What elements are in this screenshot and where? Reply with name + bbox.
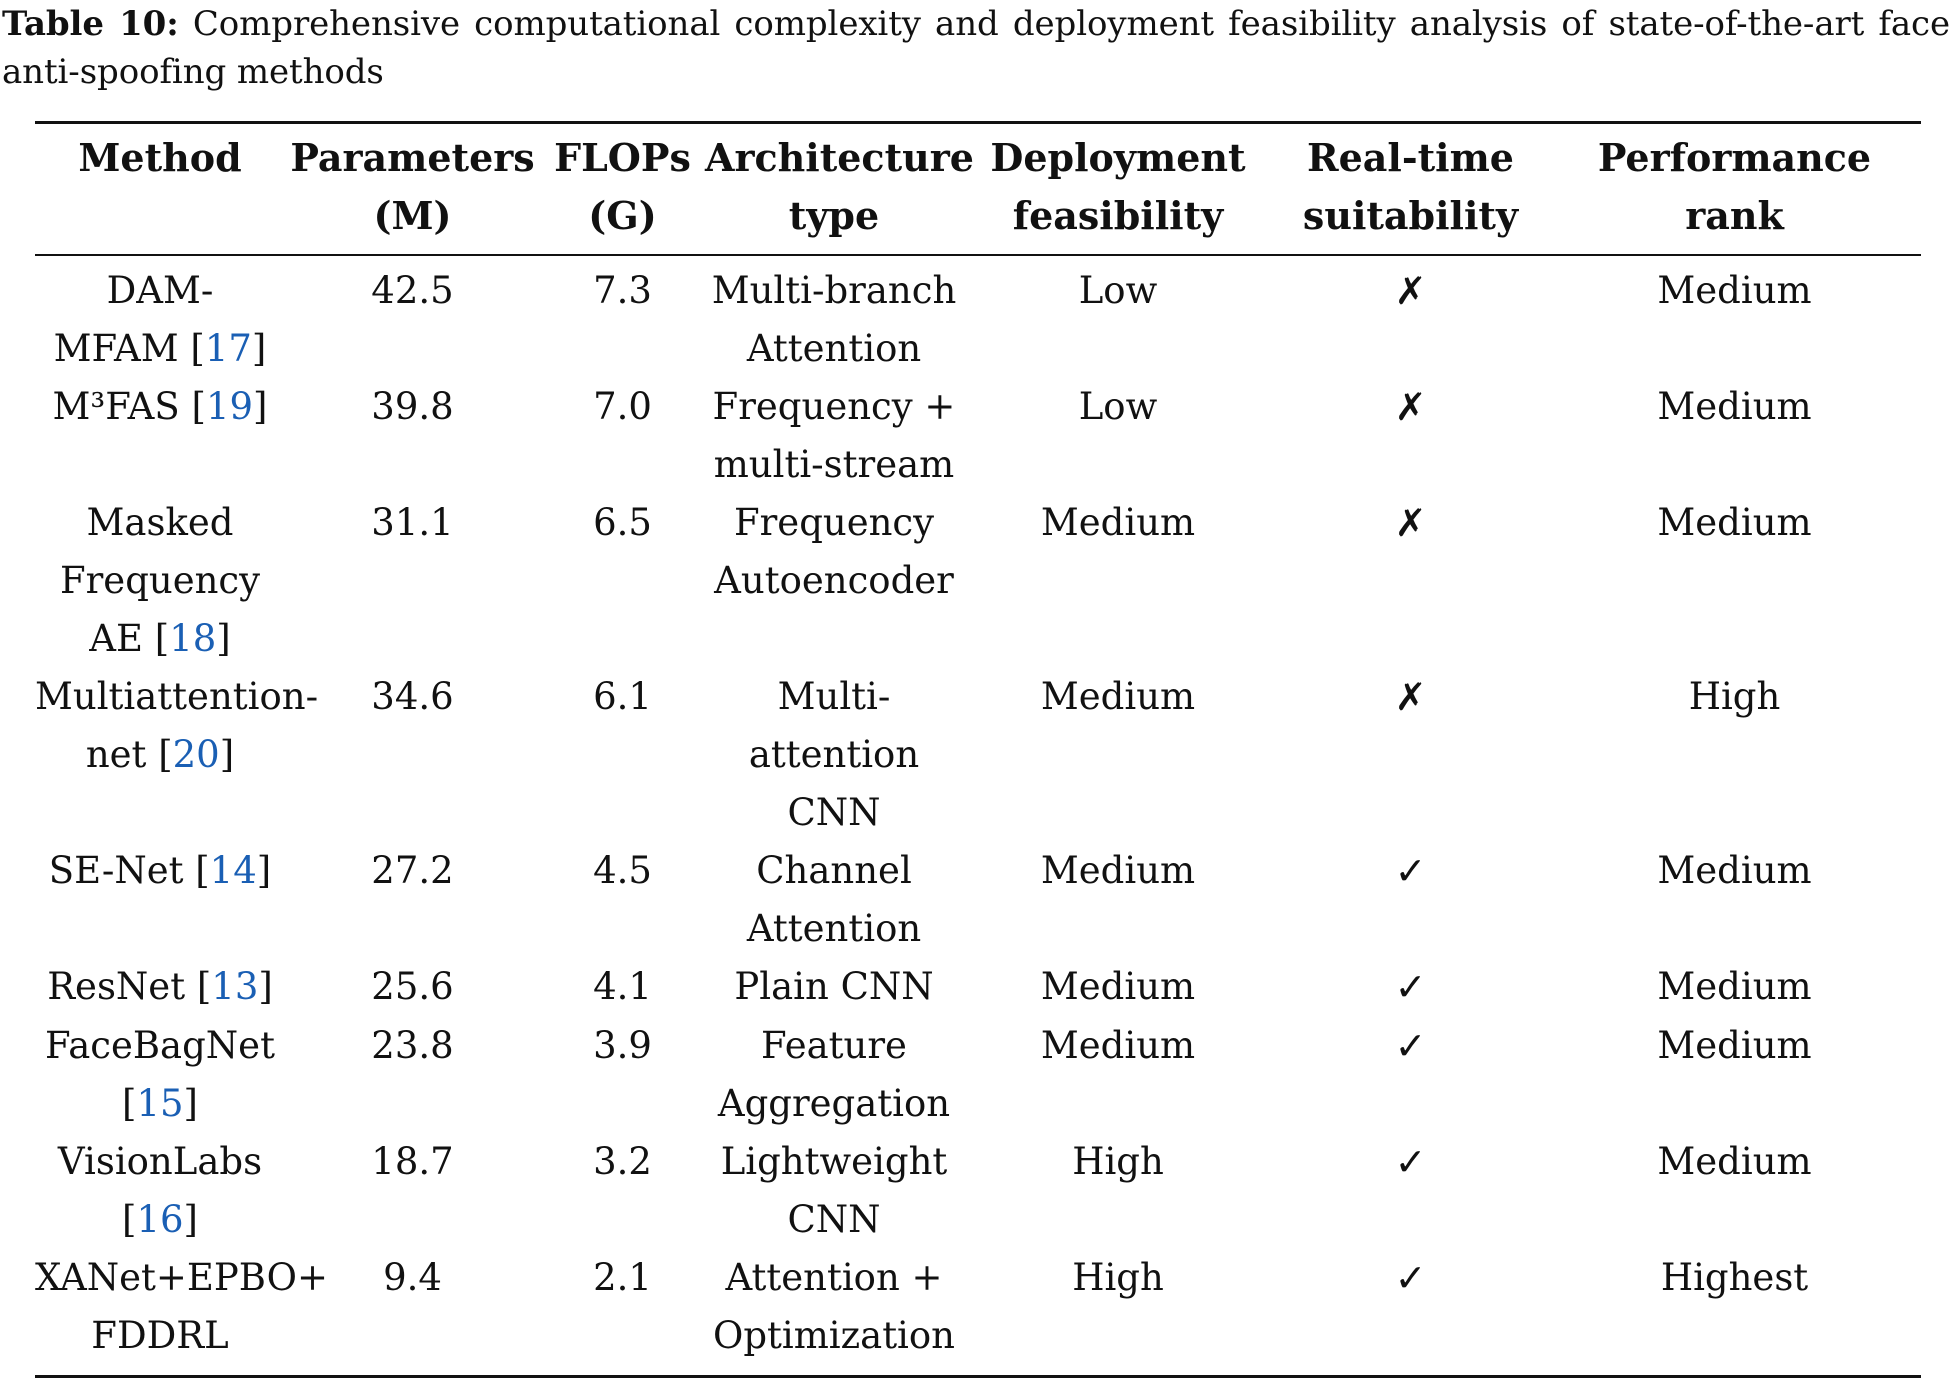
cell-performance: Highest bbox=[1660, 1256, 1809, 1299]
cell-deployment: Medium bbox=[1040, 1024, 1196, 1067]
cell-flops: 7.0 bbox=[593, 385, 652, 428]
cell-flops: 4.1 bbox=[593, 965, 652, 1008]
cell-parameters: 39.8 bbox=[371, 385, 454, 428]
cell-deployment: High bbox=[1072, 1140, 1164, 1183]
architecture-line: Multi- bbox=[777, 675, 891, 718]
citation-link[interactable]: 17 bbox=[204, 327, 252, 370]
cell-method bbox=[35, 254, 285, 378]
cell-architecture bbox=[705, 254, 963, 378]
architecture-line: Feature bbox=[761, 1024, 907, 1067]
cell-performance: Medium bbox=[1657, 849, 1812, 892]
check-icon: ✓ bbox=[1394, 849, 1427, 893]
cell-performance: Medium bbox=[1657, 385, 1812, 428]
method-line: M³FAS [19] bbox=[52, 385, 268, 428]
cross-icon: ✗ bbox=[1394, 269, 1427, 313]
cell-parameters: 25.6 bbox=[371, 965, 454, 1008]
cell-performance: Medium bbox=[1657, 1024, 1812, 1067]
cell-deployment: Medium bbox=[1040, 501, 1196, 544]
architecture-line: Frequency bbox=[733, 501, 935, 544]
method-line: AE [18] bbox=[89, 617, 231, 660]
cell-architecture bbox=[705, 1249, 963, 1365]
cell-flops: 3.2 bbox=[593, 1140, 652, 1183]
citation-link[interactable]: 19 bbox=[205, 385, 254, 428]
cell-parameters: 31.1 bbox=[371, 501, 454, 544]
check-icon: ✓ bbox=[1394, 1256, 1427, 1300]
cell-method bbox=[35, 1133, 285, 1249]
method-line: Multiattention- bbox=[35, 675, 319, 718]
caption-text: Comprehensive computational complexity and deployment feasibility analysis of state-of-the-art face anti-spoofing methods bbox=[2, 4, 1950, 92]
cell-parameters: 23.8 bbox=[371, 1024, 454, 1067]
citation-link[interactable]: 14 bbox=[209, 849, 257, 892]
header-architecture: Architecture type bbox=[705, 135, 974, 238]
cell-deployment: Medium bbox=[1040, 675, 1196, 718]
table-caption bbox=[2, 0, 1950, 96]
cell-architecture bbox=[705, 842, 963, 958]
citation-link[interactable]: 13 bbox=[211, 965, 259, 1008]
cell-deployment: Low bbox=[1078, 385, 1158, 428]
architecture-line: Plain CNN bbox=[734, 965, 934, 1008]
cell-performance: High bbox=[1688, 675, 1781, 718]
method-line: FDDRL bbox=[91, 1314, 229, 1357]
header-realtime: Real-time suitability bbox=[1302, 135, 1519, 238]
cell-architecture bbox=[705, 1133, 963, 1249]
table-row bbox=[35, 1133, 1921, 1249]
architecture-line: CNN bbox=[787, 791, 881, 834]
architecture-line: Attention + bbox=[725, 1256, 943, 1299]
architecture-line: CNN bbox=[787, 1198, 881, 1241]
architecture-line: Autoencoder bbox=[714, 559, 954, 602]
cell-deployment: Medium bbox=[1040, 849, 1196, 892]
top-rule bbox=[35, 121, 1921, 124]
cell-architecture bbox=[705, 494, 963, 668]
citation-link[interactable]: 20 bbox=[172, 733, 220, 776]
method-line: net [20] bbox=[85, 733, 235, 776]
cell-architecture bbox=[705, 958, 963, 1017]
cell-flops: 6.5 bbox=[593, 501, 652, 544]
method-line: XANet+EPBO+ bbox=[35, 1256, 329, 1299]
check-icon: ✓ bbox=[1394, 1140, 1427, 1184]
table-row bbox=[35, 378, 1921, 494]
cell-method bbox=[35, 378, 285, 494]
cell-realtime bbox=[1273, 254, 1548, 378]
header-row bbox=[35, 121, 1921, 254]
cell-method bbox=[35, 668, 319, 842]
architecture-line: Multi-branch bbox=[711, 269, 957, 312]
cell-flops: 6.1 bbox=[593, 675, 652, 718]
table-row bbox=[35, 254, 1921, 378]
cell-deployment: Low bbox=[1078, 269, 1158, 312]
table-row bbox=[35, 1249, 1921, 1365]
check-icon: ✓ bbox=[1394, 965, 1427, 1009]
architecture-line: Lightweight bbox=[720, 1140, 948, 1183]
table-row bbox=[35, 494, 1921, 668]
method-line: VisionLabs [16] bbox=[57, 1140, 263, 1241]
method-line: DAM- bbox=[106, 269, 214, 312]
cell-parameters: 18.7 bbox=[371, 1140, 454, 1183]
table-row bbox=[35, 1017, 1921, 1133]
architecture-line: Channel bbox=[756, 849, 912, 892]
method-line: Frequency bbox=[59, 559, 261, 602]
citation-link[interactable]: 18 bbox=[169, 617, 217, 660]
header-rule bbox=[35, 254, 1921, 256]
cell-realtime bbox=[1273, 668, 1548, 842]
cell-realtime bbox=[1273, 842, 1548, 958]
data-table bbox=[35, 121, 1921, 1365]
cell-parameters: 42.5 bbox=[371, 269, 454, 312]
cell-realtime bbox=[1273, 1249, 1548, 1365]
header-deployment: Deployment feasibility bbox=[990, 135, 1246, 238]
header-parameters: Parameters (M) bbox=[290, 135, 535, 238]
method-line: SE-Net [14] bbox=[48, 849, 272, 892]
architecture-line: Attention bbox=[746, 327, 922, 370]
architecture-line: Frequency + bbox=[712, 385, 956, 428]
table-body bbox=[35, 254, 1921, 1365]
cell-performance: Medium bbox=[1657, 269, 1812, 312]
cell-architecture bbox=[705, 378, 963, 494]
citation-link[interactable]: 15 bbox=[136, 1082, 184, 1125]
cell-performance: Medium bbox=[1657, 1140, 1812, 1183]
method-line: FaceBagNet [15] bbox=[45, 1024, 275, 1125]
method-line: ResNet [13] bbox=[47, 965, 273, 1008]
citation-link[interactable]: 16 bbox=[136, 1198, 184, 1241]
cell-method bbox=[35, 494, 285, 668]
cell-realtime bbox=[1273, 1133, 1548, 1249]
table-row bbox=[35, 842, 1921, 958]
architecture-line: multi-stream bbox=[713, 443, 955, 486]
cell-realtime bbox=[1273, 1017, 1548, 1133]
caption-label: Table 10: bbox=[2, 4, 179, 44]
cell-flops: 7.3 bbox=[593, 269, 652, 312]
cell-realtime bbox=[1273, 958, 1548, 1017]
method-line: MFAM [17] bbox=[53, 327, 267, 370]
table-row bbox=[35, 958, 1921, 1017]
cell-method bbox=[35, 1017, 285, 1133]
cell-method bbox=[35, 958, 285, 1017]
cell-realtime bbox=[1273, 378, 1548, 494]
cross-icon: ✗ bbox=[1394, 385, 1427, 429]
cell-deployment: Medium bbox=[1040, 965, 1196, 1008]
architecture-line: Optimization bbox=[713, 1314, 955, 1357]
cell-architecture bbox=[705, 668, 963, 842]
cell-parameters: 34.6 bbox=[371, 675, 454, 718]
header-performance: Performance rank bbox=[1597, 135, 1872, 238]
cell-flops: 3.9 bbox=[593, 1024, 652, 1067]
cell-flops: 4.5 bbox=[593, 849, 652, 892]
cell-architecture bbox=[705, 1017, 963, 1133]
architecture-line: attention bbox=[748, 733, 920, 776]
architecture-line: Aggregation bbox=[717, 1082, 951, 1125]
cross-icon: ✗ bbox=[1394, 501, 1427, 545]
cell-performance: Medium bbox=[1657, 501, 1812, 544]
table-row bbox=[35, 668, 1921, 842]
cell-parameters: 27.2 bbox=[371, 849, 454, 892]
cell-method bbox=[35, 1249, 329, 1365]
architecture-line: Attention bbox=[746, 907, 922, 950]
cell-realtime bbox=[1273, 494, 1548, 668]
cell-method bbox=[35, 842, 285, 958]
cell-flops: 2.1 bbox=[593, 1256, 652, 1299]
cell-deployment: High bbox=[1072, 1256, 1164, 1299]
check-icon: ✓ bbox=[1394, 1024, 1427, 1068]
header-method: Method bbox=[78, 135, 242, 180]
table-header bbox=[35, 121, 1921, 254]
cell-parameters: 9.4 bbox=[383, 1256, 442, 1299]
method-line: Masked bbox=[86, 501, 234, 544]
cell-performance: Medium bbox=[1657, 965, 1812, 1008]
cross-icon: ✗ bbox=[1394, 675, 1427, 719]
header-flops: FLOPs (G) bbox=[554, 135, 691, 238]
